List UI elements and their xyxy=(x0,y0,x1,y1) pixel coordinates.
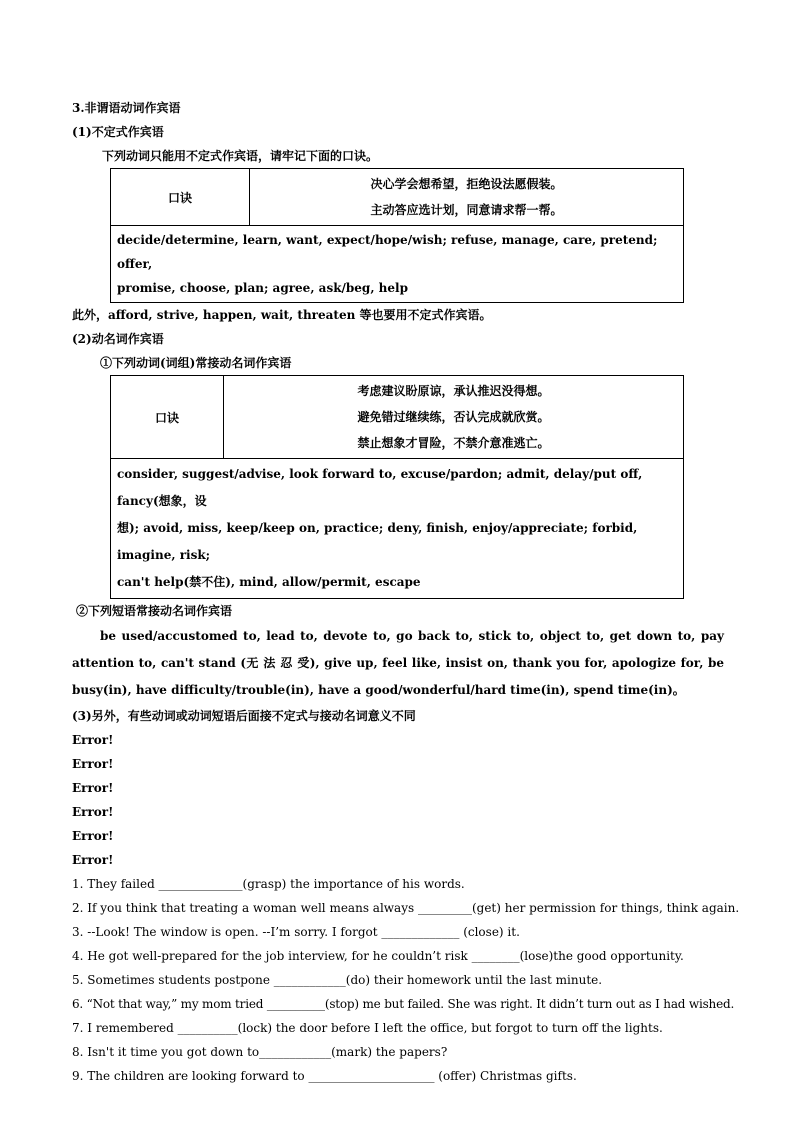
also-note: 此外，afford, strive, happen, wait, threaten 等也要用不定式作宾语。 xyxy=(72,308,492,322)
error-line: Error! xyxy=(72,829,114,843)
error-line: Error! xyxy=(72,805,114,819)
rhyme-line: 禁止想象才冒险，不禁介意准逃亡。 xyxy=(357,436,550,450)
verb-list-cell xyxy=(111,459,684,599)
gerund-item-2: ②下列短语常接动名词作宾语 xyxy=(76,604,233,618)
gerund-verb-table xyxy=(110,375,684,599)
exercise-item: 7. I remembered __________(lock) the door before I left the office, but forgot to turn off the lights. xyxy=(72,1021,663,1035)
verb-list-line: 想); avoid, miss, keep/keep on, practice; deny, finish, enjoy/appreciate; forbid, imagine, risk; xyxy=(117,521,638,562)
exercise-item: 3. --Look! The window is open. --I’m sorry. I forgot _____________ (close) it. xyxy=(72,925,520,939)
gerund-item-1: ①下列动词(词组)常接动名词作宾语 xyxy=(100,356,292,370)
exercise-item: 5. Sometimes students postpone ____________(do) their homework until the last minute. xyxy=(72,973,603,987)
intro-text: 下列动词只能用不定式作宾语，请牢记下面的口诀。 xyxy=(102,149,379,163)
table-label-cell: 口诀 xyxy=(111,376,224,459)
verb-list-line: consider, suggest/advise, look forward to, excuse/pardon; admit, delay/put off, fancy(想象，设 xyxy=(117,467,643,508)
error-line: Error! xyxy=(72,781,114,795)
subsection-heading-gerund: (2)动名词作宾语 xyxy=(72,332,164,346)
error-line: Error! xyxy=(72,733,114,747)
verb-list-cell xyxy=(111,226,684,303)
rhyme-cell xyxy=(250,169,684,226)
error-line: Error! xyxy=(72,757,114,771)
exercise-item: 9. The children are looking forward to _____________________ (offer) Christmas gifts. xyxy=(72,1069,577,1083)
infinitive-verb-table xyxy=(110,168,684,303)
phrase-list xyxy=(72,623,724,704)
document-page xyxy=(72,96,740,1088)
rhyme-cell xyxy=(224,376,684,459)
phrase-list-text: be used/accustomed to, lead to, devote to, go back to, stick to, object to, get down to, pay attention to, can't stand (无 法 忍 受), give up, feel like, insist on, thank you for, apologize for, be busy(in), have difficulty/trouble(in), have a good/wonderful/hard time(in), spend time(in)。 xyxy=(72,629,724,697)
verb-list-line: can't help(禁不住), mind, allow/permit, escape xyxy=(117,575,421,589)
verb-list-line: promise, choose, plan; agree, ask/beg, help xyxy=(117,281,408,295)
table-label-cell: 口诀 xyxy=(111,169,250,226)
subsection-heading-infinitive: (1)不定式作宾语 xyxy=(72,125,164,139)
exercise-item: 1. They failed ______________(grasp) the importance of his words. xyxy=(72,877,465,891)
section-heading: 3.非谓语动词作宾语 xyxy=(72,101,181,115)
rhyme-line: 考虑建议盼原谅，承认推迟没得想。 xyxy=(357,384,550,398)
rhyme-line: 主动答应选计划，同意请求帮一帮。 xyxy=(370,203,563,217)
exercise-item: 6. “Not that way,” my mom tried __________(stop) me but failed. She was right. It didn’t turn out as I had wished. xyxy=(72,997,735,1011)
subsection-heading-difference: (3)另外，有些动词或动词短语后面接不定式与接动名词意义不同 xyxy=(72,709,416,723)
rhyme-line: 避免错过继续练，否认完成就欣赏。 xyxy=(357,410,550,424)
exercise-item: 8. Isn't it time you got down to____________(mark) the papers? xyxy=(72,1045,448,1059)
exercise-item: 2. If you think that treating a woman well means always _________(get) her permission for things, think again. xyxy=(72,901,740,915)
exercise-item: 4. He got well-prepared for the job interview, for he couldn’t risk ________(lose)the good opportunity. xyxy=(72,949,684,963)
rhyme-line: 决心学会想希望，拒绝设法愿假装。 xyxy=(370,177,563,191)
error-line: Error! xyxy=(72,853,114,867)
verb-list-line: decide/determine, learn, want, expect/hope/wish; refuse, manage, care, pretend; offer, xyxy=(117,233,658,271)
